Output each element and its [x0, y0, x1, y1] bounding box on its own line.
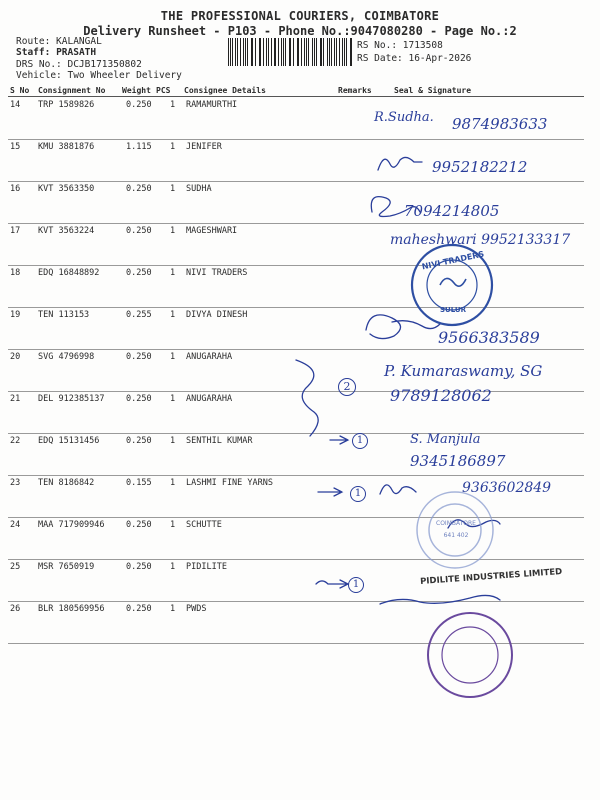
row-sno: 17 [10, 226, 21, 236]
row-pcs: 1 [170, 184, 176, 194]
row-consignment: MAA 717909946 [38, 520, 105, 530]
row-sno: 15 [10, 142, 21, 152]
row-consignment: KMU 3881876 [38, 142, 95, 152]
row-consignee: LASHMI FINE YARNS [186, 478, 273, 488]
row-pcs: 1 [170, 478, 176, 488]
row-consignee: PIDILITE [186, 562, 227, 572]
row-consignment: KVT 3563224 [38, 226, 95, 236]
row-weight: 0.250 [126, 352, 152, 362]
row-sno: 18 [10, 268, 21, 278]
rs-date: RS Date: 16-Apr-2026 [357, 53, 472, 64]
handwritten-mark-r22: 1 [352, 433, 368, 449]
row-consignee: RAMAMURTHI [186, 100, 238, 110]
row-pcs: 1 [170, 142, 176, 152]
pidilite-stamp-text: PIDILITE INDUSTRIES LIMITED [419, 567, 563, 587]
row-pcs: 1 [170, 520, 176, 530]
handwritten-name-r22: S. Manjula [410, 432, 481, 447]
row-pcs: 1 [170, 100, 176, 110]
row-weight: 0.255 [126, 310, 152, 320]
handwritten-phone-r20: 9789128062 [390, 386, 492, 405]
courier-round-stamp [417, 492, 493, 568]
row-sno: 16 [10, 184, 21, 194]
row-weight: 0.250 [126, 268, 152, 278]
courier-stamp-city: COIMBATORE [436, 520, 476, 527]
row-sno: 24 [10, 520, 21, 530]
row-consignee: SUDHA [186, 184, 212, 194]
row-consignee: ANUGARAHA [186, 394, 233, 404]
row-pcs: 1 [170, 352, 176, 362]
row-consignee: SCHUTTE [186, 520, 222, 530]
row-weight: 0.250 [126, 436, 152, 446]
handwritten-mark-r20: 2 [338, 378, 356, 396]
row-weight: 0.250 [126, 394, 152, 404]
row-sno: 14 [10, 100, 21, 110]
row-sno: 20 [10, 352, 21, 362]
row-weight: 0.250 [126, 562, 152, 572]
rs-number: RS No.: 1713508 [357, 40, 443, 51]
row-weight: 0.250 [126, 100, 152, 110]
row-consignment: EDQ 16848892 [38, 268, 100, 278]
row-weight: 0.250 [126, 520, 152, 530]
row-consignee: PWDS [186, 604, 207, 614]
row-sno: 26 [10, 604, 21, 614]
nivi-stamp-top-text: NIVI TRADERS [421, 249, 485, 272]
pidilite-stamp [428, 613, 512, 697]
handwritten-mark-r23: 1 [350, 486, 366, 502]
row-pcs: 1 [170, 436, 176, 446]
nivi-stamp-bottom-text: SULUR [439, 306, 466, 314]
col-consignee: Consignee Details [184, 86, 266, 95]
route-text: Route: KALANGAL [16, 36, 102, 47]
row-consignment: SVG 4796998 [38, 352, 95, 362]
handwritten-name-r20: P. Kumaraswamy, SG [384, 362, 543, 380]
handwritten-phone-r14: 9874983633 [452, 115, 548, 133]
row-sno: 25 [10, 562, 21, 572]
row-consignee: JENIFER [186, 142, 222, 152]
col-weight: Weight [122, 86, 151, 95]
courier-stamp-code: 641 402 [443, 532, 469, 539]
vehicle-text: Vehicle: Two Wheeler Delivery [16, 70, 182, 81]
row-pcs: 1 [170, 310, 176, 320]
row-pcs: 1 [170, 394, 176, 404]
row-pcs: 1 [170, 226, 176, 236]
drs-number: DRS No.: DCJB171350802 [16, 59, 142, 70]
col-consignment: Consignment No [38, 86, 106, 95]
row-sno: 22 [10, 436, 21, 446]
row-weight: 0.250 [126, 226, 152, 236]
row-pcs: 1 [170, 268, 176, 278]
row-consignment: TEN 8186842 [38, 478, 95, 488]
row-sno: 19 [10, 310, 21, 320]
row-consignee: DIVYA DINESH [186, 310, 248, 320]
handwritten-phone-r19: 9566383589 [438, 328, 540, 347]
handwritten-mark-r25: 1 [348, 577, 364, 593]
row-consignee: MAGESHWARI [186, 226, 238, 236]
row-pcs: 1 [170, 604, 176, 614]
handwritten-phone-r22: 9345186897 [410, 452, 506, 470]
row-pcs: 1 [170, 562, 176, 572]
row-consignment: KVT 3563350 [38, 184, 95, 194]
row-consignment: TRP 1589826 [38, 100, 95, 110]
handwritten-phone-r23: 9363602849 [462, 480, 552, 496]
row-consignee: ANUGARAHA [186, 352, 233, 362]
staff-label: Staff: [16, 47, 51, 58]
row-sno: 21 [10, 394, 21, 404]
row-weight: 0.250 [126, 604, 152, 614]
runsheet-title: Delivery Runsheet - P103 - Phone No.:9047080280 - Page No.:2 [83, 24, 517, 38]
col-remarks: Remarks [338, 86, 372, 95]
row-sno: 23 [10, 478, 21, 488]
row-consignee: NIVI TRADERS [186, 268, 248, 278]
handwritten-phone-r15: 9952182212 [432, 158, 528, 176]
handwritten-text-r17: maheshwari 9952133317 [390, 232, 571, 248]
staff-name: PRASATH [56, 47, 97, 58]
handwritten-phone-r16: 7094214805 [404, 202, 500, 220]
col-pcs: PCS [156, 86, 171, 95]
row-weight: 0.250 [126, 184, 152, 194]
row-consignment: TEN 113153 [38, 310, 90, 320]
row-consignment: DEL 912385137 [38, 394, 105, 404]
row-consignment: MSR 7650919 [38, 562, 95, 572]
row-weight: 0.155 [126, 478, 152, 488]
row-consignee: SENTHIL KUMAR [186, 436, 253, 446]
row-consignment: BLR 180569956 [38, 604, 105, 614]
col-sno: S No [10, 86, 30, 95]
col-seal-signature: Seal & Signature [394, 86, 472, 95]
row-weight: 1.115 [126, 142, 152, 152]
row-consignment: EDQ 15131456 [38, 436, 100, 446]
handwritten-name-r14: R.Sudha. [374, 110, 434, 125]
company-name: THE PROFESSIONAL COURIERS, COIMBATORE [160, 9, 440, 23]
